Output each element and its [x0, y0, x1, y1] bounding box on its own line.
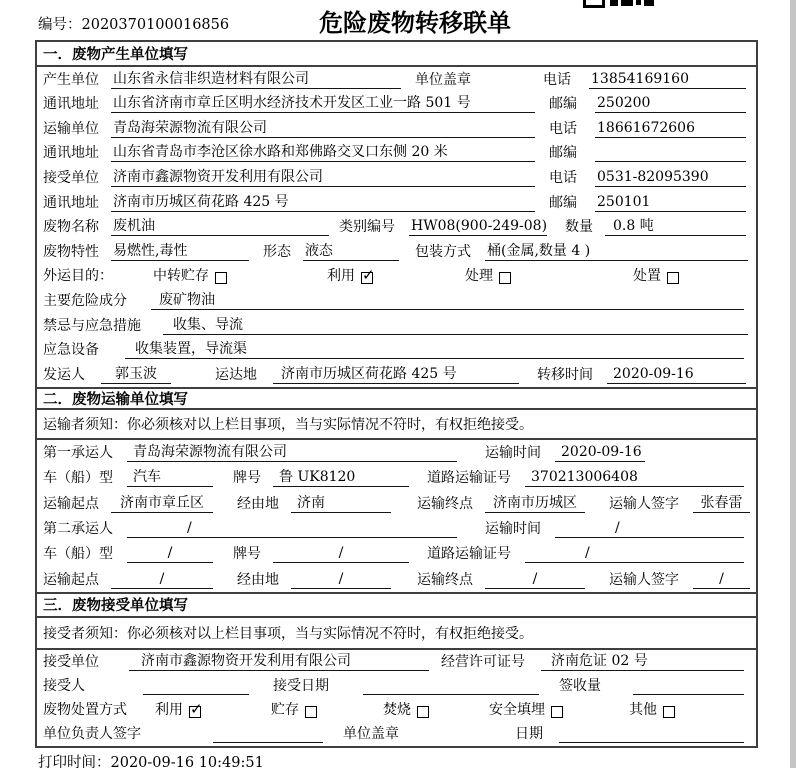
- route2-end-label: 运输终点: [417, 571, 473, 588]
- option-label: 中转贮存: [153, 268, 209, 285]
- purpose-row: [37, 264, 756, 289]
- road-permit-value: 370213006408: [525, 469, 744, 487]
- route2-row: [37, 566, 756, 591]
- producer-address-row: [37, 92, 756, 117]
- vehicle2-row: [37, 541, 756, 566]
- route-via-label: 经由地: [237, 495, 279, 512]
- acceptor-value: [143, 678, 249, 695]
- producer-stamp-label: 单位盖章: [415, 71, 471, 88]
- carrier2-row: [37, 516, 756, 541]
- disposal-option-storage: [271, 702, 317, 719]
- purpose-option-treat: [465, 268, 511, 285]
- checkbox-checked-icon: [361, 272, 373, 284]
- transport-time2-label: 运输时间: [485, 520, 541, 537]
- route-via-value: 济南: [291, 495, 391, 513]
- waste-form-label: 形态: [263, 243, 291, 260]
- carrier2-sign-value: /: [693, 571, 750, 589]
- disposal-label: 废物处置方式: [43, 702, 127, 719]
- destination-label: 运达地: [215, 366, 257, 383]
- waste-category-value: HW08(900-249-08): [411, 218, 548, 235]
- waste-packing-value: 桶(金属,数量 4 ): [485, 243, 748, 261]
- waste-packing-label: 包装方式: [415, 243, 471, 260]
- transport-phone-value: 18661672606: [595, 120, 746, 138]
- vehicle-type2-label: 车（船）型: [43, 546, 113, 563]
- carrier2-label: 第二承运人: [43, 520, 113, 537]
- plate-label: 牌号: [233, 470, 261, 487]
- unit-stamp-label: 单位盖章: [343, 726, 399, 743]
- receive-unit-value: 济南市鑫源物资开发利用有限公司: [111, 169, 535, 187]
- main-hazard-row: [37, 288, 756, 313]
- receipt-qty-label: 签收量: [559, 677, 601, 694]
- route-start-value: 济南市章丘区: [111, 495, 213, 513]
- transport-time2-value: /: [555, 520, 744, 538]
- taboo-row: [37, 313, 756, 338]
- main-hazard-value: 废矿物油: [151, 292, 744, 310]
- waste-name-row: [37, 215, 756, 240]
- producer-zip-value: 250200: [595, 95, 746, 113]
- transport-unit-value: 青岛海荣源物流有限公司: [111, 120, 535, 138]
- checkbox-checked-icon: [189, 706, 201, 718]
- receive-unit-row2: [37, 650, 756, 674]
- transport-phone-label: 电话: [549, 120, 577, 137]
- waste-name-value: 废机油: [111, 218, 329, 236]
- main-hazard-label: 主要危险成分: [43, 292, 127, 309]
- section1-header: 一．废物产生单位填写: [37, 42, 756, 67]
- carrier1-label: 第一承运人: [43, 445, 113, 462]
- unit-sign-row: [37, 722, 756, 746]
- accept-date-value: [363, 678, 539, 695]
- option-label: 焚烧: [383, 702, 411, 719]
- receive-zip-label: 邮编: [549, 194, 577, 211]
- checkbox-icon: [551, 706, 563, 718]
- equipment-value: 收集装置，导流渠: [125, 341, 744, 359]
- print-time: 打印时间：2020-09-16 10:49:51: [38, 755, 264, 768]
- unit-sign-label: 单位负责人签字: [43, 726, 141, 743]
- vertical-scrollbar[interactable]: [790, 0, 796, 768]
- route2-via-label: 经由地: [237, 571, 279, 588]
- plate2-value: /: [273, 545, 409, 563]
- receipt-qty-value: [633, 678, 744, 695]
- dispatcher-label: 发运人: [43, 366, 85, 383]
- dispatcher-value: 郭玉波: [101, 366, 171, 384]
- transport-unit-label: 运输单位: [43, 120, 99, 137]
- road-permit2-label: 道路运输证号: [427, 546, 511, 563]
- plate2-label: 牌号: [233, 546, 261, 563]
- producer-address-label: 通讯地址: [43, 96, 99, 113]
- sign-date-label: 日期: [515, 726, 543, 743]
- carrier1-row: [37, 440, 756, 465]
- accept-date-label: 接受日期: [273, 677, 329, 694]
- checkbox-icon: [663, 706, 675, 718]
- document-number-value: 2020370100016856: [81, 17, 230, 33]
- manifest-form-table: [35, 40, 758, 748]
- dispatch-row: [37, 362, 756, 387]
- acceptor-row: [37, 674, 756, 698]
- purpose-option-dispose: [633, 268, 679, 285]
- transport-address-row: [37, 141, 756, 166]
- transport-time-value: 2020-09-16: [555, 444, 645, 462]
- acceptor-label: 接受人: [43, 677, 85, 694]
- taboo-label: 禁忌与应急措施: [43, 317, 141, 334]
- route2-start-value: /: [111, 571, 213, 589]
- producer-phone-value: 13854169160: [589, 71, 746, 89]
- receive-unit2-value: 济南市鑫源物资开发利用有限公司: [129, 653, 429, 671]
- option-label: 利用: [327, 268, 355, 285]
- equipment-row: [37, 338, 756, 363]
- receive-address-value: 济南市历城区荷花路 425 号: [111, 194, 535, 212]
- purpose-option-utilize: [327, 268, 373, 285]
- transfer-time-value: 2020-09-16: [607, 366, 746, 384]
- disposal-option-utilize: [155, 702, 201, 719]
- license-label: 经营许可证号: [441, 653, 525, 670]
- waste-traits-row: [37, 239, 756, 264]
- receive-phone-label: 电话: [549, 169, 577, 186]
- producer-zip-label: 邮编: [549, 96, 577, 113]
- producer-unit-value: 山东省永信非织造材料有限公司: [111, 71, 401, 89]
- unit-sign-value: [213, 726, 323, 743]
- document-number-label: 编号：: [38, 17, 82, 33]
- purpose-option-transfer-storage: [153, 268, 227, 285]
- checkbox-icon: [667, 272, 679, 284]
- equipment-label: 应急设备: [43, 342, 99, 359]
- option-label: 利用: [155, 702, 183, 719]
- waste-traits-value: 易燃性,毒性: [111, 243, 249, 261]
- option-label: 处置: [633, 268, 661, 285]
- option-label: 其他: [629, 702, 657, 719]
- route2-end-value: /: [485, 571, 585, 589]
- purpose-label: 外运目的：: [43, 268, 113, 285]
- option-label: 贮存: [271, 702, 299, 719]
- road-permit-label: 道路运输证号: [427, 470, 511, 487]
- disposal-option-incinerate: [383, 702, 429, 719]
- checkbox-icon: [417, 706, 429, 718]
- carrier2-value: /: [127, 520, 457, 538]
- checkbox-icon: [305, 706, 317, 718]
- producer-unit-row: [37, 67, 756, 92]
- route-end-label: 运输终点: [417, 495, 473, 512]
- waste-category-label: 类别编号: [339, 219, 395, 236]
- receive-unit2-label: 接受单位: [43, 653, 99, 670]
- transport-address-value: 山东省青岛市李沧区徐水路和郑佛路交叉口东侧 20 米: [111, 144, 535, 162]
- option-label: 处理: [465, 268, 493, 285]
- vehicle1-row: [37, 465, 756, 490]
- transport-address-label: 通讯地址: [43, 145, 99, 162]
- receive-address-label: 通讯地址: [43, 194, 99, 211]
- plate-value: 鲁 UK8120: [273, 469, 409, 487]
- disposal-option-landfill: [489, 702, 563, 719]
- section3-header: 三．废物接受单位填写: [37, 592, 756, 618]
- waste-quantity-label: 数量: [565, 219, 593, 236]
- option-label: 安全填埋: [489, 702, 545, 719]
- receive-address-row: [37, 190, 756, 215]
- carrier-sign-label: 运输人签字: [609, 495, 679, 512]
- producer-phone-label: 电话: [543, 71, 571, 88]
- sign-date-value: [559, 726, 744, 743]
- checkbox-icon: [499, 272, 511, 284]
- destination-value: 济南市历城区荷花路 425 号: [273, 366, 519, 384]
- transport-zip-value: [595, 145, 746, 162]
- waste-form-value: 液态: [303, 243, 399, 261]
- checkbox-icon: [215, 272, 227, 284]
- route2-via-value: /: [291, 571, 391, 589]
- receiver-notice: 接受者须知：你必须核对以上栏目事项，当与实际情况不符时，有权拒绝接受。: [37, 618, 756, 650]
- route-start-label: 运输起点: [43, 495, 99, 512]
- license-value: 济南危证 02 号: [541, 653, 744, 671]
- vehicle-type2-value: /: [127, 545, 213, 563]
- transport-zip-label: 邮编: [549, 145, 577, 162]
- route1-row: [37, 490, 756, 515]
- producer-unit-label: 产生单位: [43, 71, 99, 88]
- route-end-value: 济南市历城区: [485, 495, 585, 513]
- transfer-time-label: 转移时间: [537, 366, 593, 383]
- section2-header: 二．废物运输单位填写: [37, 387, 756, 410]
- producer-address-value: 山东省济南市章丘区明水经济技术开发区工业一路 501 号: [111, 95, 535, 113]
- receive-phone-value: 0531-82095390: [595, 169, 746, 187]
- taboo-value: 收集、导流: [163, 317, 748, 335]
- vehicle-type-value: 汽车: [127, 469, 213, 487]
- receive-unit-row: [37, 165, 756, 190]
- road-permit2-value: /: [525, 545, 744, 563]
- carrier-sign-value: 张春雷: [693, 495, 750, 513]
- disposal-option-other: [629, 702, 675, 719]
- receive-unit-label: 接受单位: [43, 169, 99, 186]
- transporter-notice: 运输者须知：你必须核对以上栏目事项，当与实际情况不符时，有权拒绝接受。: [37, 410, 756, 440]
- carrier2-sign-label: 运输人签字: [609, 571, 679, 588]
- waste-quantity-value: 0.8 吨: [605, 218, 746, 236]
- route2-start-label: 运输起点: [43, 571, 99, 588]
- transport-unit-row: [37, 116, 756, 141]
- carrier1-value: 青岛海荣源物流有限公司: [127, 444, 457, 462]
- vehicle-type-label: 车（船）型: [43, 470, 113, 487]
- receive-zip-value: 250101: [595, 194, 746, 212]
- disposal-row: [37, 698, 756, 722]
- waste-name-label: 废物名称: [43, 219, 99, 236]
- page-title: 危险废物转移联单: [319, 8, 511, 37]
- transport-time-label: 运输时间: [485, 445, 541, 462]
- waste-traits-label: 废物特性: [43, 243, 99, 260]
